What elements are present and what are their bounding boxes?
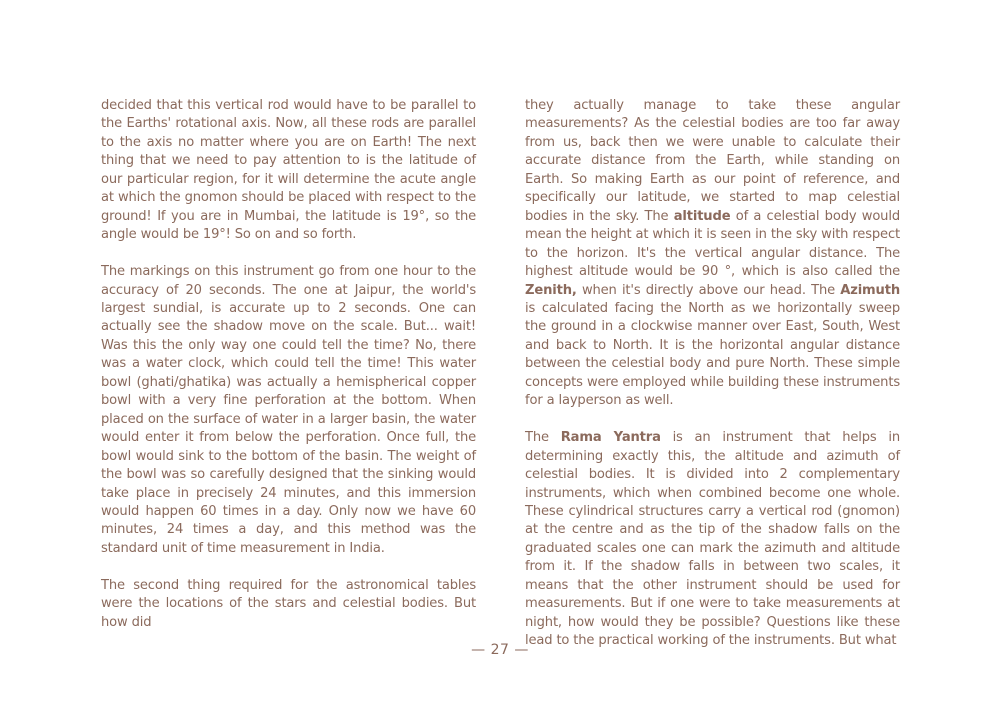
term-zenith: Zenith, bbox=[525, 282, 577, 298]
paragraph-gnomon-latitude: decided that this vertical rod would have to be parallel to the Earths' rotational axis. Now, all these rods are parallel to the axis no matter where you are on Earth! The next thing that we need to pay attention to is the latitude of our particular region, for it will determine the acute angle at which the gnomon should be placed with respect to the ground! If you are in Mumbai, the latitude is 19°, so the angle would be 19°! So on and so forth. bbox=[101, 98, 476, 243]
term-rama-yantra: Rama Yantra bbox=[560, 430, 661, 446]
right-text-column bbox=[525, 97, 900, 669]
paragraph-rama-yantra bbox=[525, 429, 900, 650]
text-run: is calculated facing the North as we horizontally sweep the ground in a clockwise manner over East, South, West and back to North. It is the horizontal angular distance between the celestial body and pure North. These simple concepts were employed while building these instruments for a layperson as well. bbox=[525, 300, 900, 409]
term-azimuth: Azimuth bbox=[840, 282, 900, 298]
text-run: they actually manage to take these angular measurements? As the celestial bodies are too far away from us, back then we were unable to calculate their accurate distance from the Earth, while standing on Earth. So making Earth as our point of reference, and specifically our latitude, we started to map celestial bodies in the sky. The bbox=[525, 98, 900, 224]
left-text-column bbox=[101, 97, 476, 651]
paragraph-celestial-locations: The second thing required for the astronomical tables were the locations of the stars and celestial bodies. But how did bbox=[101, 577, 476, 630]
text-run: when it's directly above our head. The bbox=[576, 282, 841, 298]
text-run: The bbox=[525, 430, 561, 446]
page-number: — 27 — bbox=[471, 642, 529, 658]
text-run: of a celestial body would mean the height at which it is seen in the sky with respect to the horizon. It's the vertical angular distance. The highest altitude would be 90 °, which is also called the bbox=[525, 208, 900, 280]
term-altitude: altitude bbox=[673, 208, 731, 224]
paragraph-sundial-water-clock: The markings on this instrument go from one hour to the accuracy of 20 seconds. The one at Jaipur, the world's largest sundial, is accurate up to 2 seconds. One can actually see the shadow move on the scale. But... wait! Was this the only way one could tell the time? No, there was a water clock, which could tell the time! This water bowl (ghati/ghatika) was actually a hemispherical copper bowl with a very fine perforation at the bottom. When placed on the surface of water in a larger basin, the water would enter it from below the perforation. Once full, the bowl would sink to the bottom of the basin. The weight of the bowl was so carefully designed that the sinking would take place in precisely 24 minutes, and this immersion would happen 60 times in a day. Only now we have 60 minutes, 24 times a day, and this method was the standard unit of time measurement in India. bbox=[101, 264, 476, 556]
text-run: is an instrument that helps in determining exactly this, the altitude and azimuth of celestial bodies. It is divided into 2 complementary instruments, which when combined become one whole. These cylindrical structures carry a vertical rod (gnomon) at the centre and as the tip of the shadow falls on the graduated scales one can mark the azimuth and altitude from it. If the shadow falls in between two scales, it means that the other instrument should be used for measurements. But if one were to take measurements at night, how would they be possible? Questions like these lead to the practical working of the instruments. But what bbox=[525, 430, 901, 649]
paragraph-angular-measurements bbox=[525, 97, 900, 411]
